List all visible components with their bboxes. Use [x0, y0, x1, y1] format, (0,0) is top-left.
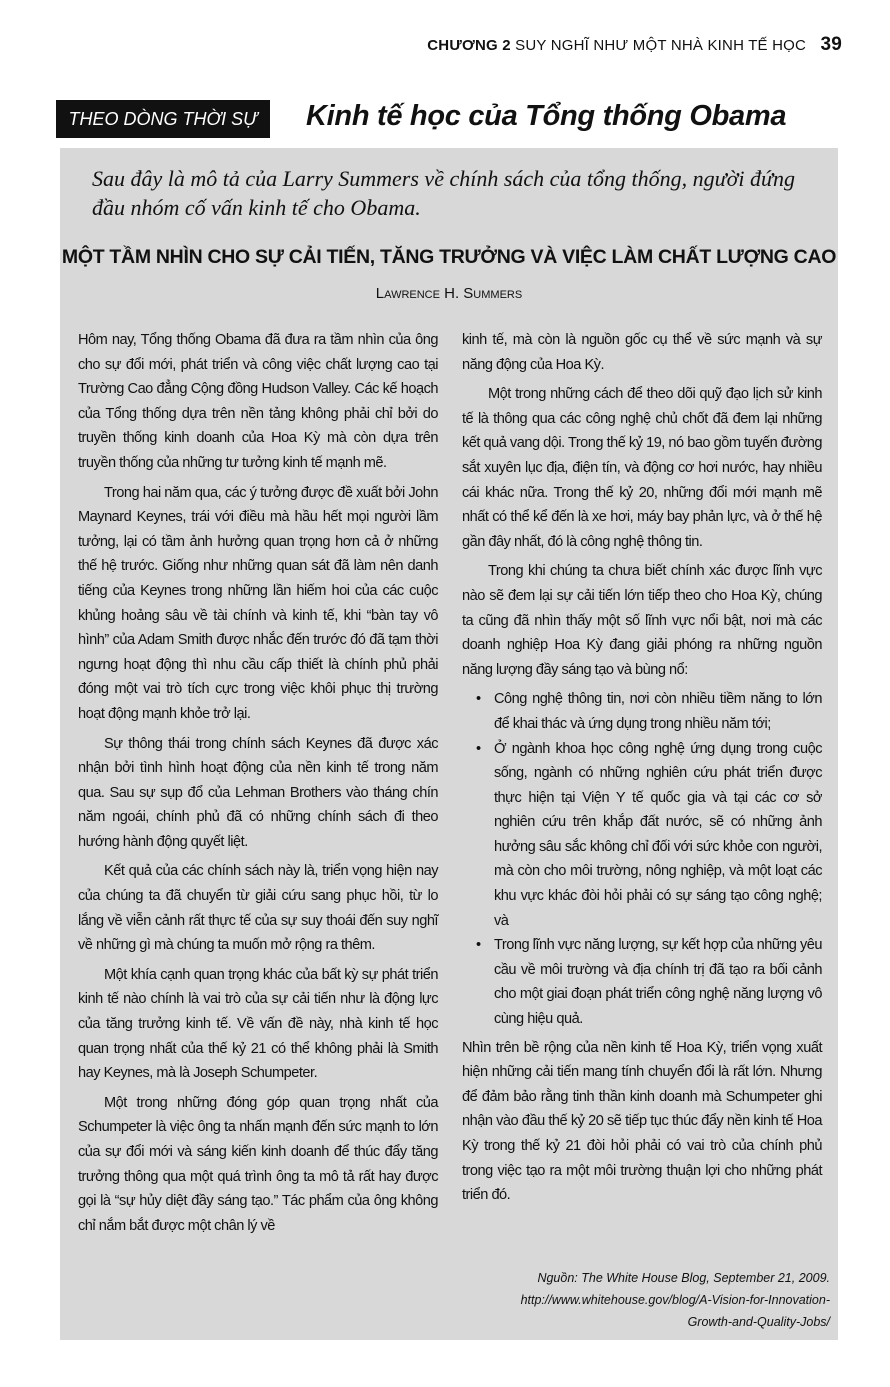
list-item-text: Ở ngành khoa học công nghệ ứng dụng trong cuộc sống, ngành có những nghiên cứu phát triển được thực hiện tại Viện Y tế quốc gia và tại các cơ sở nghiên cứu trên khắp đất nước, sẽ có những ảnh hưởng sâu sắc không chỉ đối với sức khỏe con người, mà còn cho môi trường, nông nghiệp, và một loạt các khu vực khác đòi hỏi phải có sự sáng tạo công nghệ; và — [494, 740, 822, 929]
chapter-label: CHƯƠNG 2 — [427, 37, 511, 54]
running-head — [427, 34, 842, 56]
paragraph: kinh tế, mà còn là nguồn gốc cụ thể về sức mạnh và sự năng động của Hoa Kỳ. — [462, 332, 822, 373]
section-tag: THEO DÒNG THỜI SỰ — [56, 100, 270, 138]
list-item — [476, 687, 822, 736]
list-item-text: Công nghệ thông tin, nơi còn nhiều tiềm năng to lớn để khai thác và ứng dụng trong nhiều năm tới; — [494, 691, 822, 732]
paragraph: Trong hai năm qua, các ý tưởng được đề xuất bởi John Maynard Keynes, trái với điều mà hầu hết mọi người lầm tưởng, lại có tầm ảnh hưởng quan trọng hơn cả ở những thế hệ trước. Giống như những quan sát đã làm nên danh tiếng của Keynes trong những lần hiếm hoi của các cuộc khủng hoảng sâu về tài chính và kinh tế, khi “bàn tay vô hình” của Adam Smith được nhắc đến trước đó đã tạm thời ngưng hoạt động thì nhu cầu cấp thiết là chính phủ phải đóng một vai trò tích cực trong việc khôi phục thị trường hoạt động mạnh khỏe trở lại. — [78, 484, 438, 722]
source-url: Growth-and-Quality-Jobs/ — [687, 1315, 830, 1329]
page-number: 39 — [820, 34, 842, 55]
list-item — [476, 933, 822, 1031]
source-citation — [470, 1267, 830, 1333]
list-item-text: Trong lĩnh vực năng lượng, sự kết hợp của những yêu cầu về môi trường và địa chính trị đã tạo ra bối cảnh cho một giai đoạn phát triển công nghệ năng lượng vô cùng hiệu quả. — [494, 937, 822, 1028]
paragraph: Nhìn trên bề rộng của nền kinh tế Hoa Kỳ, triển vọng xuất hiện những cải tiến mang tính chuyển đổi là rất lớn. Nhưng để đảm bảo rằng tinh thần kinh doanh mà Schumpeter ghi nhận vào đầu thế kỷ 20 sẽ tiếp tục thúc đẩy nền kinh tế Hoa Kỳ trong thế kỷ 21 đòi hỏi phải có vai trò của chính phủ trong việc tạo ra một môi trường thuận lợi cho những phát triển đó. — [462, 1039, 822, 1204]
chapter-title: SUY NGHĨ NHƯ MỘT NHÀ KINH TẾ HỌC — [515, 37, 807, 54]
source-line: Nguồn: The White House Blog, September 21, 2009. — [537, 1271, 830, 1285]
left-column — [78, 328, 438, 1243]
paragraph: Một khía cạnh quan trọng khác của bất kỳ sự phát triển kinh tế nào chính là vai trò của sự cải tiến như là động lực của tăng trưởng kinh tế. Về vấn đề này, nhà kinh tế học quan trọng nhất của thế kỷ 21 có thể không phải là Smith hay Keynes, mà là Joseph Schumpeter. — [78, 966, 438, 1082]
paragraph: Hôm nay, Tổng thống Obama đã đưa ra tầm nhìn của ông cho sự đổi mới, phát triển và công việc chất lượng cao tại Trường Cao đẳng Cộng đồng Hudson Valley. Các kế hoạch của Tổng thống dựa trên nền tảng không phải chỉ bởi do truyền thống kinh doanh của Hoa Kỳ mà còn dựa trên truyền thống của những tư tưởng kinh tế mạnh mẽ. — [78, 332, 438, 471]
paragraph: Một trong những đóng góp quan trọng nhất của Schumpeter là việc ông ta nhấn mạnh đến sức mạnh to lớn của sự đổi mới và sáng kiến kinh doanh để thúc đẩy tăng trưởng thông qua một quá trình ông ta mô tả rất hay được gọi là “sự hủy diệt đầy sáng tạo.” Tác phẩm của ông không chỉ nắm bắt được một chân lý về — [78, 1094, 438, 1234]
box-title: Kinh tế học của Tổng thống Obama — [306, 100, 787, 132]
paragraph: Sự thông thái trong chính sách Keynes đã được xác nhận bởi tình hình hoạt động của nền kinh tế trong năm qua. Sau sự sụp đổ của Lehman Brothers vào tháng chín năm ngoái, chính phủ đã có những chính sách đi theo hướng hành động quyết liệt. — [78, 735, 438, 850]
source-url: http://www.whitehouse.gov/blog/A-Vision-for-Innovation- — [520, 1293, 830, 1307]
article-author: Lawrence H. Summers — [375, 285, 523, 302]
paragraph: Một trong những cách để theo dõi quỹ đạo lịch sử kinh tế là thông qua các công nghệ chủ chốt đã đem lại những kết quả vang dội. Trong thế kỷ 19, nó bao gồm tuyến đường sắt xuyên lục địa, điện tín, và động cơ hơi nước, hay nhiều cái khác nữa. Trong thế kỷ 20, những đổi mới mạnh mẽ nhất có thể kể đến là xe hơi, máy bay phản lực, và ở thế hệ gần đây nhất, đó là công nghệ thông tin. — [462, 386, 822, 550]
paragraph: Kết quả của các chính sách này là, triển vọng hiện nay của chúng ta đã chuyển từ giải cứu sang phục hồi, từ lo lắng về viễn cảnh rất thực tế của sự suy thoái đến suy nghĩ về những gì mà chúng ta muốn mở rộng ra thêm. — [78, 863, 438, 954]
right-column — [462, 328, 822, 1213]
list-item — [476, 737, 822, 934]
bullet-list — [462, 687, 822, 1031]
paragraph: Trong khi chúng ta chưa biết chính xác được lĩnh vực nào sẽ đem lại sự cải tiến lớn tiếp theo cho Hoa Kỳ, chúng ta cũng đã nhìn thấy một số lĩnh vực nổi bật, nơi mà các doanh nghiệp Hoa Kỳ đang giải phóng ra những nguồn năng lượng đầy sáng tạo và bùng nổ: — [462, 563, 822, 678]
bullet-icon: • — [476, 740, 481, 757]
article-headline: MỘT TẦM NHÌN CHO SỰ CẢI TIẾN, TĂNG TRƯỞNG VÀ VIỆC LÀM CHẤT LƯỢNG CAO — [61, 246, 837, 268]
bullet-icon: • — [476, 937, 481, 954]
intro-text: Sau đây là mô tả của Larry Summers về chính sách của tổng thống, người đứng đầu nhóm cố vấn kinh tế cho Obama. — [92, 166, 796, 220]
bullet-icon: • — [476, 691, 481, 708]
